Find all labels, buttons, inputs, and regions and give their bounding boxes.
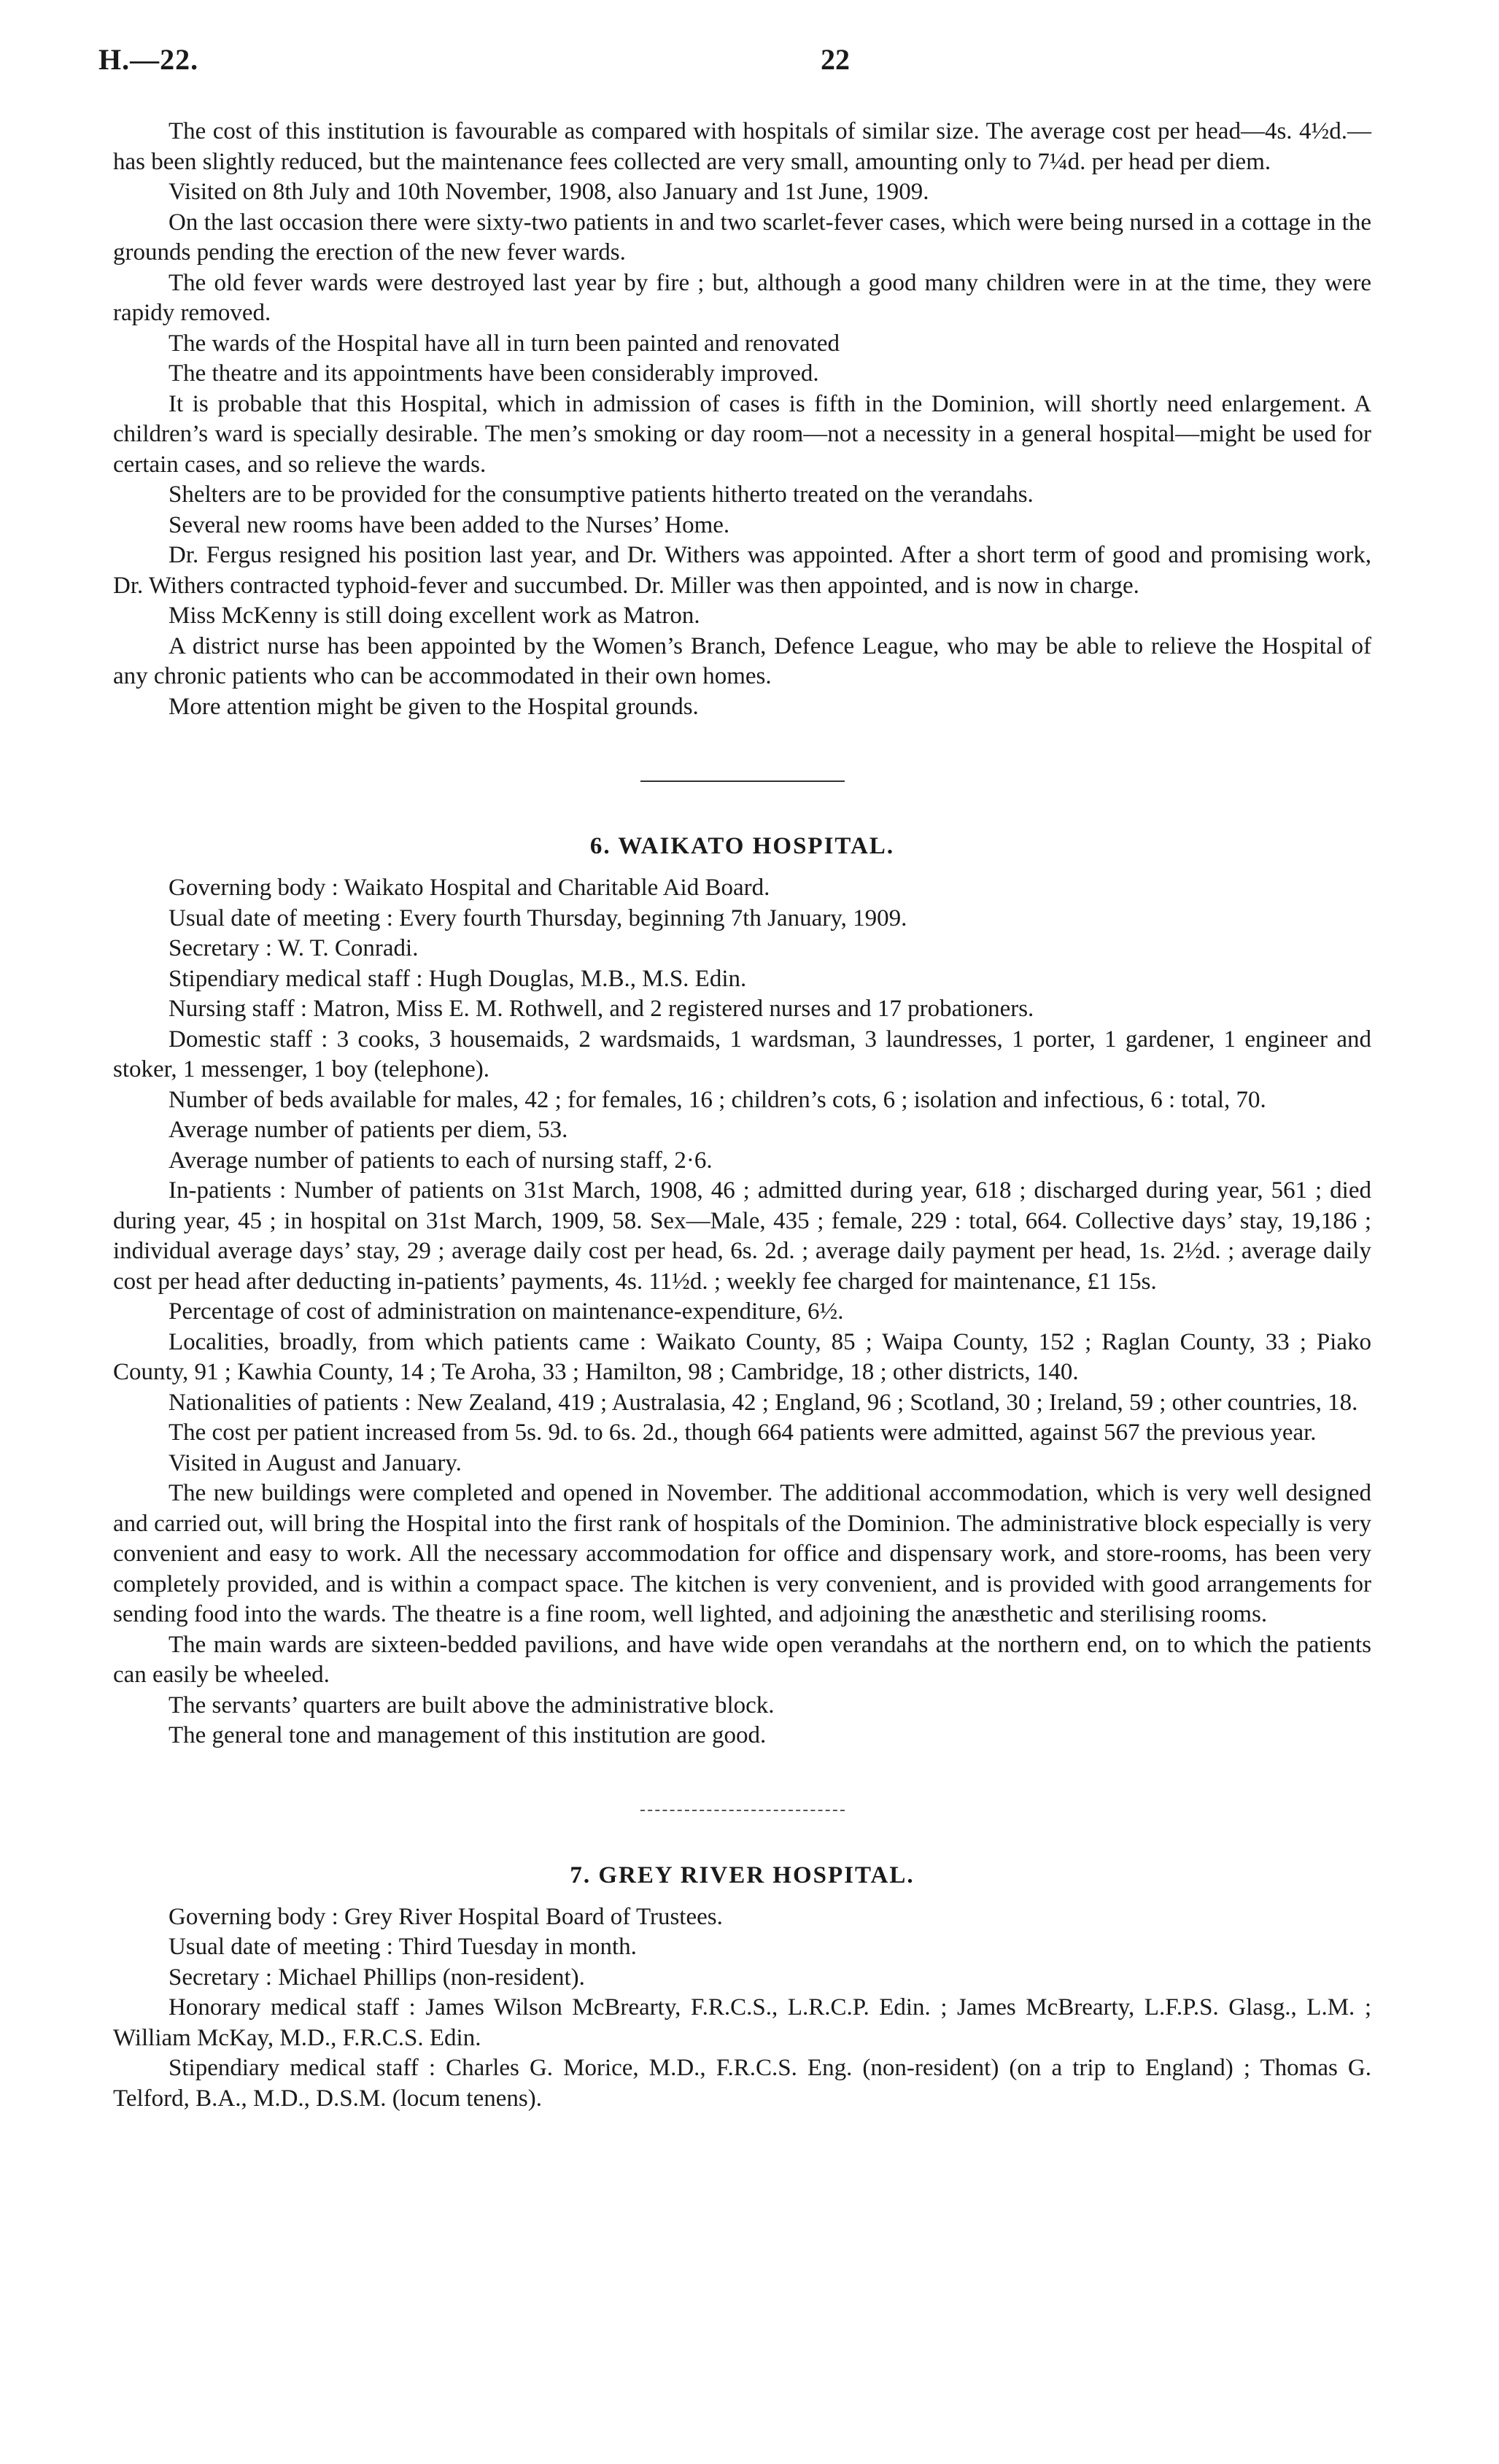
paragraph: Visited in August and January.	[169, 1449, 462, 1476]
paragraph: Stipendiary medical staff : Hugh Douglas, M.B., M.S. Edin.	[169, 965, 747, 992]
report-reference: H.—22.	[98, 43, 199, 76]
waikato-hospital-section	[113, 833, 1371, 1751]
paragraph: The servants’ quarters are built above the administrative block.	[169, 1692, 775, 1719]
paragraph: Shelters are to be provided for the consumptive patients hitherto treated on the verandahs.	[169, 481, 1034, 508]
paragraph: The main wards are sixteen-bedded pavilions, and have wide open verandahs at the northern end, on to which the patients can easily be wheeled.	[113, 1631, 1371, 1688]
page-header	[91, 42, 1408, 86]
paragraph: Secretary : Michael Phillips (non-resident).	[169, 1964, 585, 1991]
grey-river-hospital-section	[113, 1862, 1371, 2115]
paragraph: Governing body : Waikato Hospital and Charitable Aid Board.	[169, 875, 770, 901]
page-number: 22	[821, 43, 850, 76]
paragraph: Usual date of meeting : Every fourth Thursday, beginning 7th January, 1909.	[169, 904, 907, 931]
paragraph: The new buildings were completed and opened in November. The additional accommodation, which is very well designed and carried out, will bring the Hospital into the first rank of hospitals of the Dominion. The administrative block especially is very convenient and easy to work. All the necessary accommodation for office and dispensary work, and store-rooms, has been very completely provided, and is within a compact space. The kitchen is very convenient, and is provided with good arrangements for sending food into the wards. The theatre is a fine room, well lighted, and adjoining the anæsthetic and sterilising rooms.	[113, 1480, 1371, 1627]
paragraph: Usual date of meeting : Third Tuesday in month.	[169, 1934, 637, 1960]
paragraph: A district nurse has been appointed by the Women’s Branch, Defence League, who may be able to relieve the Hospital of any chronic patients who can be accommodated in their own homes.	[113, 632, 1371, 689]
paragraph: Average number of patients per diem, 53.	[169, 1117, 568, 1143]
paragraph: On the last occasion there were sixty-two patients in and two scarlet-fever cases, which were being nursed in a cottage in the grounds pending the erection of the new fever wards.	[113, 209, 1371, 266]
paragraph: Percentage of cost of administration on maintenance-expenditure, 6½.	[169, 1298, 844, 1325]
paragraph: More attention might be given to the Hospital grounds.	[169, 693, 699, 720]
paragraph: Visited on 8th July and 10th November, 1908, also January and 1st June, 1909.	[169, 179, 929, 205]
paragraph: The wards of the Hospital have all in turn been painted and renovated	[169, 330, 840, 357]
paragraph: Secretary : W. T. Conradi.	[169, 935, 419, 961]
intro-section	[113, 117, 1371, 722]
paragraph: Nursing staff : Matron, Miss E. M. Rothwell, and 2 registered nurses and 17 probationers.	[169, 996, 1034, 1022]
paragraph: Number of beds available for males, 42 ; for females, 16 ; children’s cots, 6 ; isolation and infectious, 6 : total, 70.	[169, 1086, 1266, 1113]
section-title: 6. WAIKATO HOSPITAL.	[589, 833, 895, 859]
paragraph: Stipendiary medical staff : Charles G. Morice, M.D., F.R.C.S. Eng. (non-resident) (on a trip to England) ; Thomas G. Telford, B.A., M.D., D.S.M. (locum tenens).	[113, 2055, 1371, 2112]
paragraph: Honorary medical staff : James Wilson McBrearty, F.R.C.S., L.R.C.P. Edin. ; James McBrearty, L.F.P.S. Glasg., L.M. ; William McKay, M.D., F.R.C.S. Edin.	[113, 1994, 1371, 2051]
paragraph: Domestic staff : 3 cooks, 3 housemaids, 2 wardsmaids, 1 wardsman, 3 laundresses, 1 porter, 1 gardener, 1 engineer and stoker, 1 messenger, 1 boy (telephone).	[113, 1026, 1371, 1082]
paragraph: The theatre and its appointments have been considerably improved.	[169, 360, 819, 387]
paragraph: Governing body : Grey River Hospital Board of Trustees.	[169, 1903, 723, 1930]
page-body	[113, 117, 1371, 2114]
paragraph: Average number of patients to each of nursing staff, 2·6.	[169, 1147, 713, 1174]
paragraph: Nationalities of patients : New Zealand, 419 ; Australasia, 42 ; England, 96 ; Scotland, 30 ; Ireland, 59 ; other countries, 18.	[169, 1389, 1358, 1416]
paragraph: The cost of this institution is favourable as compared with hospitals of similar size. The average cost per head—4s. 4½d.—has been slightly reduced, but the maintenance fees collected are very small, amounting only to 7¼d. per head per diem.	[113, 118, 1371, 175]
paragraph: The cost per patient increased from 5s. 9d. to 6s. 2d., though 664 patients were admitted, against 567 the previous year.	[169, 1419, 1317, 1446]
section-title: 7. GREY RIVER HOSPITAL.	[570, 1861, 915, 1888]
paragraph: It is probable that this Hospital, which in admission of cases is fifth in the Dominion, will shortly need enlargement. A children’s ward is specially desirable. The men’s smoking or day room—not a necessity in a general hospital—might be used for certain cases, and so relieve the wards.	[113, 390, 1371, 478]
paragraph: The old fever wards were destroyed last year by fire ; but, although a good many children were in at the time, they were rapidy removed.	[113, 269, 1371, 326]
paragraph: Localities, broadly, from which patients came : Waikato County, 85 ; Waipa County, 152 ; Raglan County, 33 ; Piako County, 91 ; Kawhia County, 14 ; Te Aroha, 33 ; Hamilton, 98 ; Cambridge, 18 ; other districts, 140.	[113, 1328, 1371, 1385]
paragraph: Miss McKenny is still doing excellent work as Matron.	[169, 603, 700, 629]
paragraph: In-patients : Number of patients on 31st March, 1908, 46 ; admitted during year, 618 ; discharged during year, 561 ; died during year, 45 ; in hospital on 31st March, 1909, 58. Sex—Male, 435 ; female, 229 : total, 664. Collective days’ stay, 19,186 ; individual average days’ stay, 29 ; average daily cost per head, 6s. 2d. ; average daily payment per head, 1s. 2½d. ; average daily cost per head after deducting in-patients’ payments, 4s. 11½d. ; weekly fee charged for maintenance, £1 15s.	[113, 1177, 1371, 1295]
paragraph: The general tone and management of this institution are good.	[169, 1722, 767, 1748]
paragraph: Dr. Fergus resigned his position last year, and Dr. Withers was appointed. After a short term of good and promising work, Dr. Withers contracted typhoid-fever and succumbed. Dr. Miller was then appointed, and is now in charge.	[113, 542, 1371, 599]
paragraph: Several new rooms have been added to the Nurses’ Home.	[169, 511, 730, 538]
